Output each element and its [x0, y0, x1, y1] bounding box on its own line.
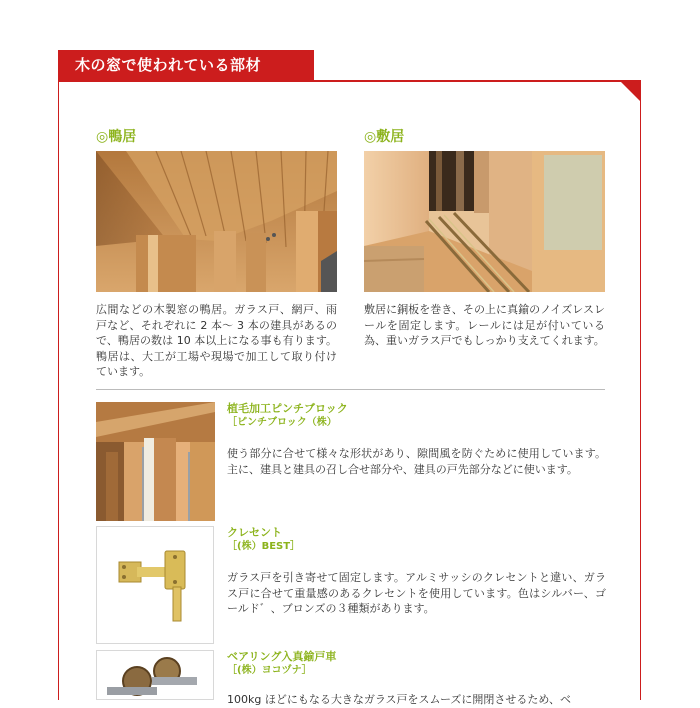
frame-right-border: [640, 80, 641, 700]
bearing-roller-name: ベアリング入真鍮戸車: [227, 650, 337, 663]
frame-left-border: [58, 80, 59, 700]
frame-corner-triangle: [621, 82, 641, 102]
crescent-maker: ［(株）BEST］: [227, 541, 301, 552]
bearing-roller-maker: ［(株）ヨコヅナ］: [227, 665, 312, 676]
crescent-name: クレセント: [227, 526, 282, 539]
section-header-title: 木の窓で使われている部材: [75, 56, 262, 74]
kamoi-description: 広間などの木製窓の鴨居。ガラス戸、網戸、雨戸など、それぞれに 2 本～ 3 本の建具があるので、鴨居の数は 10 本以上になる事も有ります。鴨居は、大工が工場や現場で加工して取り付けています。: [96, 303, 337, 378]
crescent-description: ガラス戸を引き寄せて固定します。アルミサッシのクレセントと違い、ガラス戸に合せて重量感のあるクレセントを使用しています。色はシルバー、ゴールド゛、ブロンズの３種類があります。: [227, 571, 606, 615]
frame-top-border: [58, 80, 641, 82]
bearing-roller-photo: [96, 650, 214, 700]
kamoi-photo: [96, 151, 337, 292]
section-header-tab: [58, 50, 314, 80]
pinch-block-photo: [96, 402, 215, 521]
shikii-description: 敷居に銅板を巻き、その上に真鍮のノイズレスレールを固定します。レールには足が付いている為、重いガラス戸でもしっかり支えてくれます。: [364, 303, 605, 347]
pinch-block-description: 使う部分に合せて様々な形状があり、隙間風を防ぐために使用しています。主に、建具と建具の召し合せ部分や、建具の戸先部分などに使います。: [227, 447, 606, 476]
bearing-roller-description: 100kg ほどにもなる大きなガラス戸をスムーズに開閉させるため、ベ: [227, 693, 571, 706]
section-divider: [96, 389, 605, 390]
shikii-title: ◎敷居: [364, 129, 405, 145]
pinch-block-name: 植毛加工ピンチブロック: [227, 402, 348, 415]
crescent-photo: [96, 526, 214, 644]
pinch-block-maker: ［ピンチブロック（株）: [227, 417, 337, 428]
kamoi-title: ◎鴨居: [96, 129, 137, 145]
shikii-photo: [364, 151, 605, 292]
